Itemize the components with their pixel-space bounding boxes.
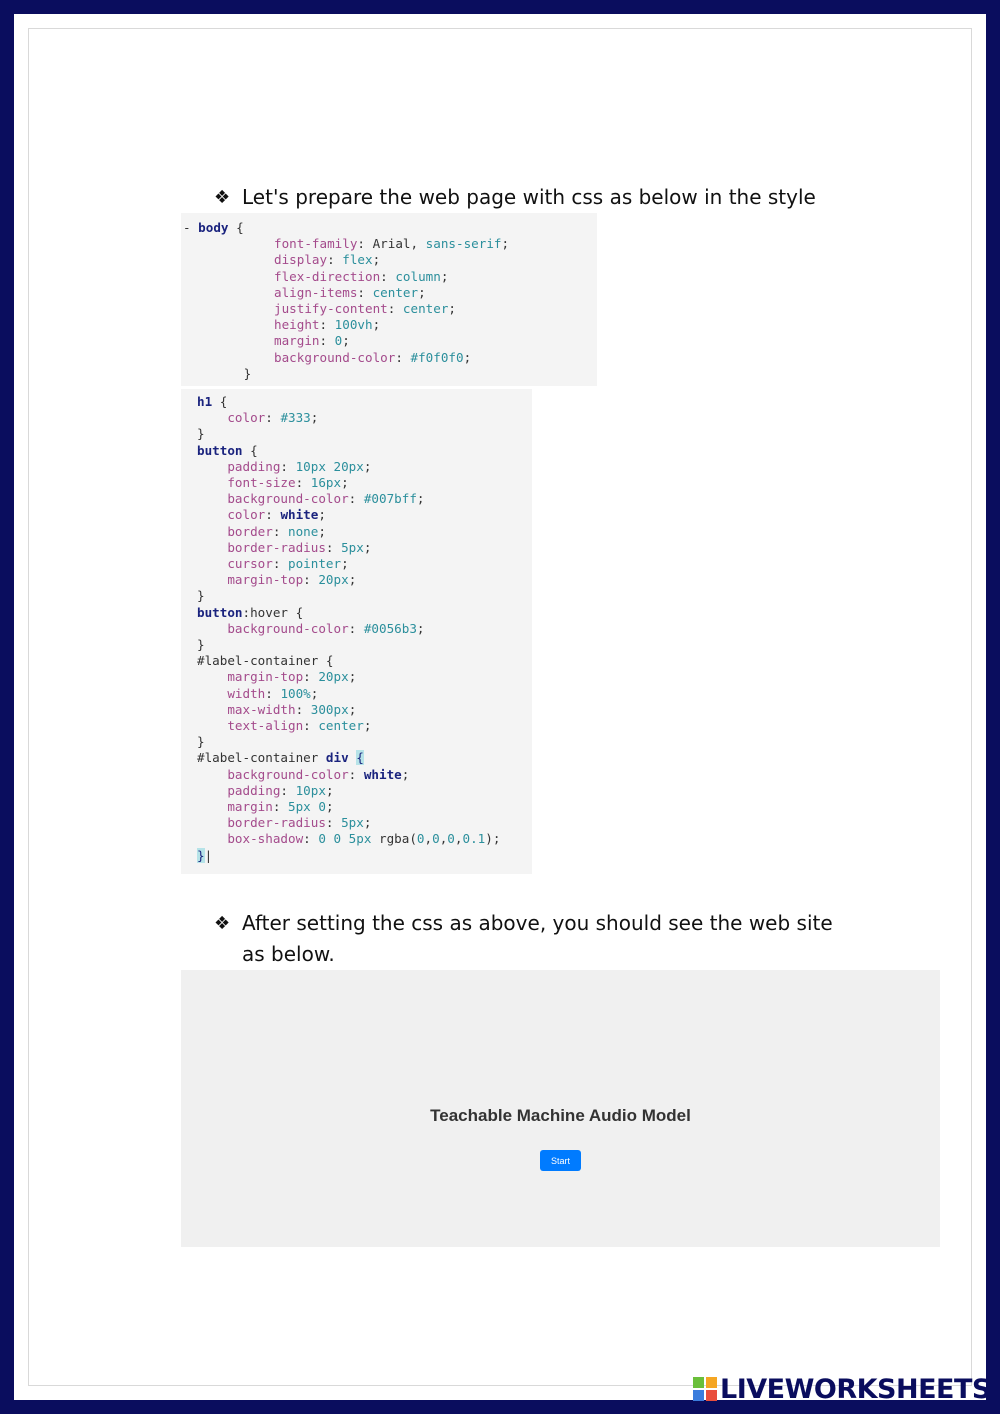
code-line: padding: 10px 20px; [227, 458, 372, 474]
code-line: cursor: pointer; [227, 556, 349, 571]
code-line: button:hover { [197, 604, 304, 620]
instruction-text: After setting the css as above, you should see the web site as below. [242, 911, 833, 966]
instruction-bullet-2 [214, 908, 854, 970]
code-line: box-shadow: 0 0 5px rgba(0,0,0,0.1); [227, 831, 501, 847]
liveworksheets-logo [693, 1374, 991, 1404]
code-line: justify-content: center; [274, 301, 456, 316]
code-line: flex-direction: column; [274, 268, 449, 284]
code-line: #label-container { [197, 653, 334, 669]
code-line: }| [197, 847, 213, 863]
code-line: } [197, 734, 205, 750]
logo-text: LIVEWORKSHEETS [720, 1373, 991, 1405]
code-line: margin-top: 20px; [227, 669, 357, 685]
code-line: } [197, 588, 205, 604]
code-line: width: 100%; [227, 685, 319, 701]
code-line: font-family: Arial, sans-serif; [274, 236, 510, 252]
code-screenshot-body-rule [181, 213, 597, 386]
instruction-text: Let's prepare the web page with css as below in the style [242, 185, 816, 209]
code-line: max-width: 300px; [227, 701, 357, 717]
code-line: color: white; [227, 507, 326, 523]
code-line: #label-container div { [197, 750, 364, 766]
code-line: background-color: #007bff; [227, 491, 425, 507]
code-line: border-radius: 5px; [227, 539, 372, 555]
code-line: margin: 5px 0; [227, 799, 334, 814]
code-line: background-color: white; [227, 766, 410, 782]
code-line: } [183, 365, 252, 381]
code-line: height: 100vh; [274, 317, 381, 333]
code-line: - body { [183, 220, 244, 235]
website-preview [181, 970, 940, 1247]
code-line: border-radius: 5px; [227, 815, 372, 831]
code-line: text-align: center; [227, 718, 372, 733]
code-line: display: flex; [274, 252, 381, 268]
code-screenshot-rules [181, 389, 532, 874]
bullet-diamond-icon: ❖ [214, 913, 231, 934]
code-line: } [197, 426, 205, 442]
code-line: background-color: #0056b3; [227, 620, 425, 636]
code-line: padding: 10px; [227, 782, 334, 798]
code-line: margin-top: 20px; [227, 572, 357, 588]
preview-heading: Teachable Machine Audio Model [430, 1106, 691, 1125]
code-line: button { [197, 442, 258, 458]
code-line: } [197, 637, 205, 652]
bullet-diamond-icon: ❖ [214, 187, 231, 208]
code-line: font-size: 16px; [227, 475, 349, 490]
logo-squares-icon [693, 1377, 717, 1401]
code-line: border: none; [227, 523, 326, 539]
start-button[interactable]: Start [540, 1150, 581, 1171]
code-line: margin: 0; [274, 333, 350, 349]
code-line: align-items: center; [274, 284, 426, 300]
code-line: background-color: #f0f0f0; [274, 349, 472, 365]
code-line: h1 { [197, 394, 228, 409]
code-line: color: #333; [227, 410, 319, 426]
